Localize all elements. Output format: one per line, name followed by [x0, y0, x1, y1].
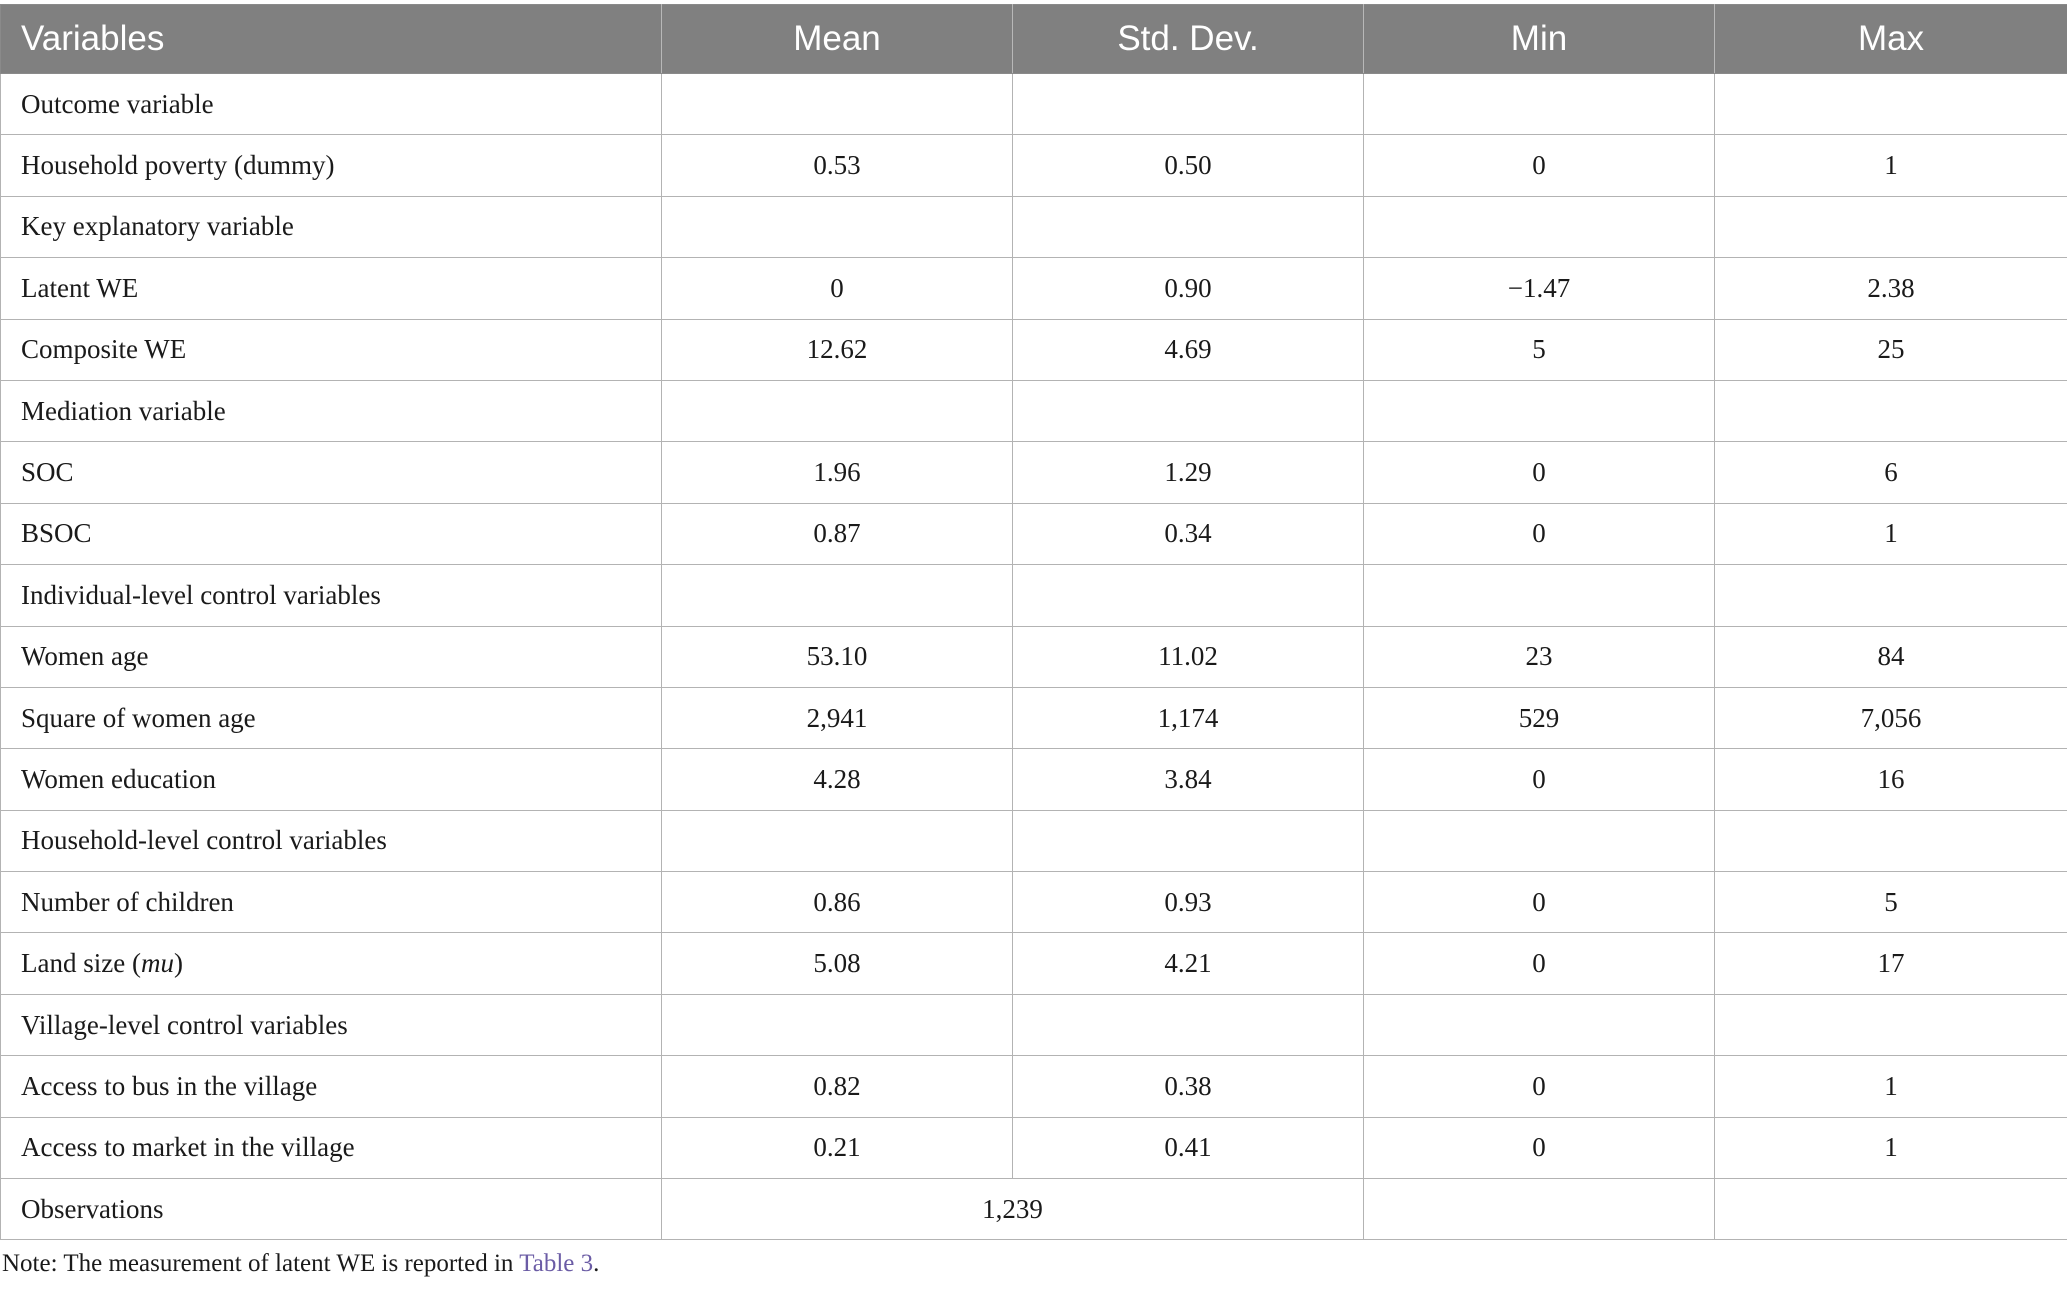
cell-min: 0 — [1364, 503, 1715, 564]
cell-min — [1364, 565, 1715, 626]
cell-mean — [662, 380, 1013, 441]
cell-std-dev: 1,174 — [1013, 687, 1364, 748]
row-label-suffix: ) — [173, 948, 183, 979]
cell-min — [1364, 380, 1715, 441]
cell-std-dev: 1.29 — [1013, 442, 1364, 503]
cell-max: 6 — [1715, 442, 2067, 503]
cell-min — [1364, 994, 1715, 1055]
table-row — [1, 994, 2067, 1055]
cell-variable: Access to market in the village — [1, 1117, 662, 1178]
cell-variable: BSOC — [1, 503, 662, 564]
table-row — [1, 626, 2067, 687]
cell-max: 1 — [1715, 1056, 2067, 1117]
cell-variable: Village-level control variables — [1, 994, 662, 1055]
observations-min-empty — [1364, 1179, 1715, 1240]
table-row — [1, 135, 2067, 196]
cell-std-dev: 11.02 — [1013, 626, 1364, 687]
header-std-dev: Std. Dev. — [1013, 5, 1364, 74]
cell-mean: 53.10 — [662, 626, 1013, 687]
observations-value: 1,239 — [662, 1179, 1364, 1240]
cell-mean — [662, 196, 1013, 257]
table-row — [1, 749, 2067, 810]
cell-std-dev — [1013, 74, 1364, 135]
cell-variable: Household poverty (dummy) — [1, 135, 662, 196]
header-mean: Mean — [662, 5, 1013, 74]
cell-variable: Women age — [1, 626, 662, 687]
cell-min: 0 — [1364, 1056, 1715, 1117]
header-variables: Variables — [1, 5, 662, 74]
cell-min: 0 — [1364, 933, 1715, 994]
cell-min: 23 — [1364, 626, 1715, 687]
cell-std-dev: 0.50 — [1013, 135, 1364, 196]
table-note — [0, 1250, 2067, 1278]
cell-std-dev — [1013, 994, 1364, 1055]
cell-mean: 1.96 — [662, 442, 1013, 503]
observations-max-empty — [1715, 1179, 2067, 1240]
cell-min — [1364, 196, 1715, 257]
table-row — [1, 810, 2067, 871]
cell-mean — [662, 810, 1013, 871]
cell-variable: Outcome variable — [1, 74, 662, 135]
cell-std-dev: 4.69 — [1013, 319, 1364, 380]
cell-std-dev — [1013, 196, 1364, 257]
cell-min: 0 — [1364, 749, 1715, 810]
header-max: Max — [1715, 5, 2067, 74]
cell-mean: 0.87 — [662, 503, 1013, 564]
row-label-italic: mu — [140, 948, 174, 979]
cell-max: 16 — [1715, 749, 2067, 810]
cell-mean: 4.28 — [662, 749, 1013, 810]
cell-std-dev: 0.90 — [1013, 258, 1364, 319]
cell-max: 5 — [1715, 872, 2067, 933]
cell-min: 5 — [1364, 319, 1715, 380]
cell-std-dev: 0.34 — [1013, 503, 1364, 564]
cell-variable: Key explanatory variable — [1, 196, 662, 257]
cell-mean: 5.08 — [662, 933, 1013, 994]
note-suffix: . — [593, 1250, 600, 1278]
cell-variable: Individual-level control variables — [1, 565, 662, 626]
cell-min: 529 — [1364, 687, 1715, 748]
cell-max — [1715, 994, 2067, 1055]
cell-min: 0 — [1364, 442, 1715, 503]
cell-max: 7,056 — [1715, 687, 2067, 748]
cell-max: 1 — [1715, 135, 2067, 196]
cell-min: 0 — [1364, 1117, 1715, 1178]
note-prefix: Note: The measurement of latent WE is reported in — [2, 1250, 520, 1278]
observations-label: Observations — [1, 1179, 662, 1240]
table-row — [1, 1056, 2067, 1117]
cell-std-dev: 3.84 — [1013, 749, 1364, 810]
cell-max: 84 — [1715, 626, 2067, 687]
table-row — [1, 74, 2067, 135]
table-row — [1, 380, 2067, 441]
cell-min — [1364, 810, 1715, 871]
table-row — [1, 565, 2067, 626]
cell-variable: Women education — [1, 749, 662, 810]
cell-mean — [662, 565, 1013, 626]
cell-variable: Number of children — [1, 872, 662, 933]
table-row — [1, 258, 2067, 319]
cell-std-dev — [1013, 565, 1364, 626]
cell-max: 17 — [1715, 933, 2067, 994]
cell-variable: Latent WE — [1, 258, 662, 319]
table-row — [1, 1117, 2067, 1178]
cell-mean: 0 — [662, 258, 1013, 319]
cell-max: 25 — [1715, 319, 2067, 380]
row-label: Land size ( — [21, 948, 141, 979]
cell-mean: 0.86 — [662, 872, 1013, 933]
cell-max — [1715, 380, 2067, 441]
cell-mean: 0.53 — [662, 135, 1013, 196]
cell-variable: Composite WE — [1, 319, 662, 380]
cell-max — [1715, 74, 2067, 135]
table-row — [1, 442, 2067, 503]
table-row — [1, 196, 2067, 257]
table-row — [1, 933, 2067, 994]
cell-std-dev: 4.21 — [1013, 933, 1364, 994]
cell-variable: Square of women age — [1, 687, 662, 748]
cell-max: 2.38 — [1715, 258, 2067, 319]
table-row — [1, 687, 2067, 748]
cell-max — [1715, 810, 2067, 871]
table-row — [1, 872, 2067, 933]
cell-std-dev — [1013, 380, 1364, 441]
header-min: Min — [1364, 5, 1715, 74]
cell-min: 0 — [1364, 872, 1715, 933]
cell-min: −1.47 — [1364, 258, 1715, 319]
cell-mean: 12.62 — [662, 319, 1013, 380]
cell-max: 1 — [1715, 1117, 2067, 1178]
cell-max — [1715, 196, 2067, 257]
summary-statistics-table — [0, 4, 2067, 1240]
cell-variable: Access to bus in the village — [1, 1056, 662, 1117]
observations-row — [1, 1179, 2067, 1240]
cell-variable — [1, 933, 662, 994]
header-row — [1, 5, 2067, 74]
cell-variable: SOC — [1, 442, 662, 503]
cell-std-dev: 0.93 — [1013, 872, 1364, 933]
cell-mean — [662, 994, 1013, 1055]
cell-mean: 0.21 — [662, 1117, 1013, 1178]
cell-max — [1715, 565, 2067, 626]
cell-std-dev: 0.41 — [1013, 1117, 1364, 1178]
cell-mean: 0.82 — [662, 1056, 1013, 1117]
cell-std-dev: 0.38 — [1013, 1056, 1364, 1117]
cell-std-dev — [1013, 810, 1364, 871]
table-row — [1, 503, 2067, 564]
cell-variable: Mediation variable — [1, 380, 662, 441]
table-container — [0, 4, 2067, 1278]
cell-min — [1364, 74, 1715, 135]
cell-max: 1 — [1715, 503, 2067, 564]
cell-mean — [662, 74, 1013, 135]
cell-variable: Household-level control variables — [1, 810, 662, 871]
table-row — [1, 319, 2067, 380]
cell-mean: 2,941 — [662, 687, 1013, 748]
table-3-link[interactable]: Table 3 — [519, 1250, 594, 1278]
cell-min: 0 — [1364, 135, 1715, 196]
